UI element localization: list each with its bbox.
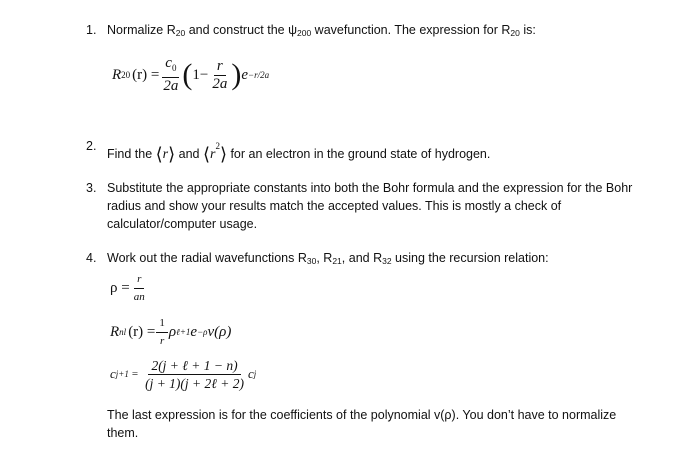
item-number-4: 4. <box>86 251 97 265</box>
item-2-text: Find the ⟨r⟩ and $⟨r^2⟩$ for an electron in the ground state of hydrogen. <box>107 141 491 164</box>
item-number-2: 2. <box>86 139 97 153</box>
equation-r20: R 20 (r) = $\frac{c_0}{2a}$ ( 1− $\frac{r}{2a}$ ) e −r/2a <box>112 55 270 94</box>
footer-line-2: them. <box>107 426 139 440</box>
fraction-r-over-2a: $\frac{r}{2a}$ <box>212 57 228 92</box>
item-3-line-2: radius and show your results match the accepted values. This is mostly a check of <box>107 199 562 213</box>
equation-cj: c j+1 = $\frac{\text{2(j + ℓ + 1 − n)}}{\text{(j + 1)(j + 2ℓ + 2)}}$ c j <box>110 357 257 391</box>
item-4-text: Work out the radial wavefunctions $R_{30}$, $R_{21}$, and $R_{32}$ using the recursion relation: <box>107 251 549 266</box>
item-number-3: 3. <box>86 181 97 195</box>
item-number-1: 1. <box>86 23 97 37</box>
item-3-line-1: Substitute the appropriate constants into both the Bohr formula and the expression for the Bohr <box>107 181 633 195</box>
fraction-recursion: $\frac{\text{2(j + ℓ + 1 − n)}}{\text{(j + 1)(j + 2ℓ + 2)}}$ <box>145 357 245 391</box>
item-1-text: Normalize $R_{20}$ and construct the $\psi_{200}$ wavefunction. The expression for $R_{20}$ is: <box>107 23 536 38</box>
equation-rnl: R nl (r) = $\frac{1}{r}$ ρ ℓ+1 e −ρ v(ρ) <box>110 316 232 347</box>
item-3-line-3: calculator/computer usage. <box>107 217 258 231</box>
fraction-c0-over-2a: $\frac{c_0}{2a}$ <box>163 55 179 94</box>
footer-line-1: The last expression is for the coefficients of the polynomial v(ρ). You don’t have to normalize <box>107 408 617 422</box>
fraction-r-over-an: $\frac{r}{an}$ <box>133 272 145 303</box>
fraction-1-over-r: $\frac{1}{r}$ <box>156 316 168 349</box>
equation-rho: ρ = $\frac{r}{an}$ <box>110 268 149 308</box>
